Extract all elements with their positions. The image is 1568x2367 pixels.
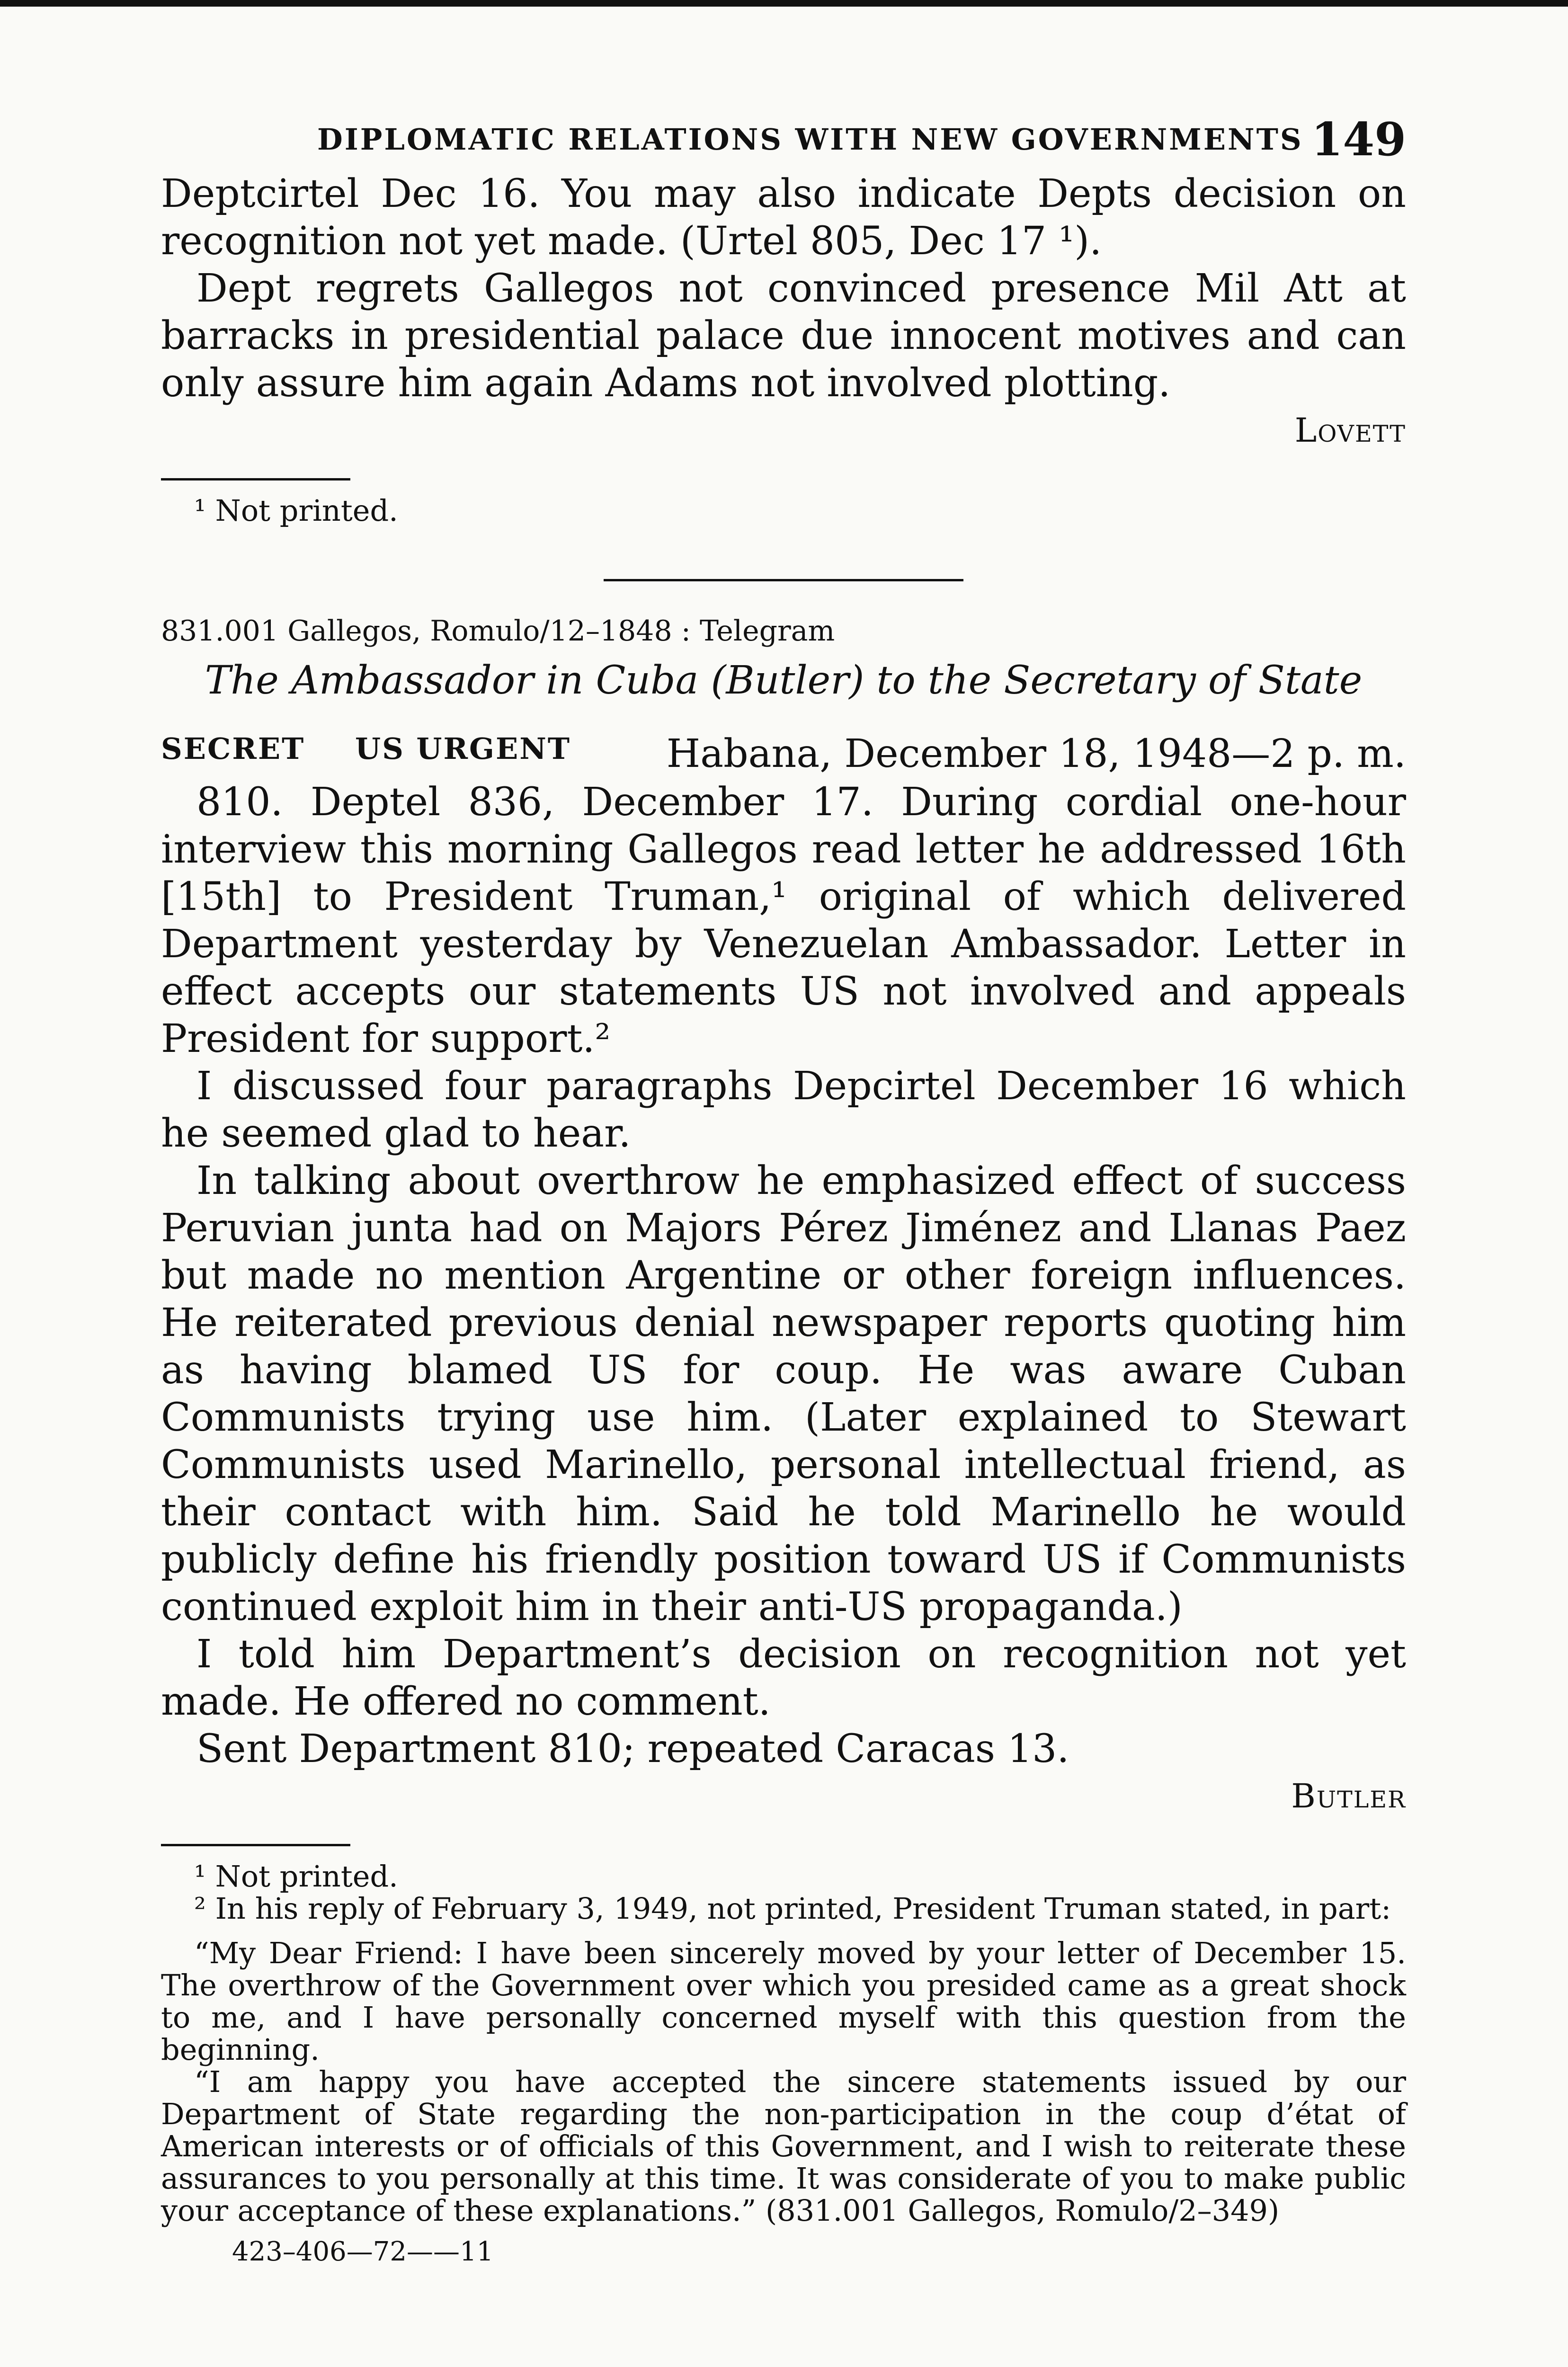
telegram-paragraph: I told him Department’s decision on recognition not yet made. He offered no comment. <box>161 1632 1406 1724</box>
file-reference: 831.001 Gallegos, Romulo/12–1848 : Telegram <box>161 614 835 648</box>
paragraph-continued: Deptcirtel Dec 16. You may also indicate Depts decision on recognition not yet made. (Urtel 805, Dec 17 ¹). <box>161 171 1406 264</box>
telegram-header <box>161 731 1406 779</box>
telegram-paragraph: I discussed four paragraphs Depcirtel December 16 which he seemed glad to hear. <box>161 1064 1406 1156</box>
telegram-paragraph: In talking about overthrow he emphasized effect of success Peruvian junta had on Majors Pérez Jiménez and Llanas Paez but made no mention Argentine or other foreign influences. He reiterated previous denial newspaper reports quoting him as having blamed US for coup. He was aware Cuban Communists trying use him. (Later explained to Stewart Communists used Marinello, personal intellectual friend, as their contact with him. Said he told Marinello he would publicly define his friendly position toward US if Communists continued exploit him in their anti-US propaganda.) <box>161 1158 1406 1629</box>
footnote-1: ¹ Not printed. <box>194 1859 398 1894</box>
paragraph: Dept regrets Gallegos not convinced presence Mil Att at barracks in presidential palace due innocent motives and can only assure him again Adams not involved plotting. <box>161 266 1406 406</box>
document-title: The Ambassador in Cuba (Butler) to the Secretary of State <box>205 658 1363 703</box>
footnote-2: ² In his reply of February 3, 1949, not printed, President Truman stated, in part: <box>194 1891 1391 1926</box>
page <box>161 99 1406 2267</box>
running-head <box>161 99 1406 170</box>
footnote-rule <box>161 478 350 481</box>
signature-butler: Butler <box>1291 1777 1406 1815</box>
top-edge-rule <box>0 0 1568 7</box>
telegram-paragraph: 810. Deptel 836, December 17. During cordial one-hour interview this morning Gallegos read letter he addressed 16th [15th] to President Truman,¹ original of which delivered Department yesterday by Venezuelan Ambassador. Letter in effect accepts our statements US not involved and appeals President for support.² <box>161 780 1406 1061</box>
priority: US URGENT <box>355 731 571 766</box>
section-separator <box>604 579 963 581</box>
page-number: 149 <box>1311 113 1406 166</box>
running-head-title: DIPLOMATIC RELATIONS WITH NEW GOVERNMENTS <box>317 122 1303 157</box>
telegram-paragraph: Sent Department 810; repeated Caracas 13. <box>196 1726 1069 1771</box>
footnote-quote: “My Dear Friend: I have been sincerely moved by your letter of December 15. The overthrow of the Government over which you presided came as a great shock to me, and I have personally concerned myself with this question from the beginning. <box>161 1936 1406 2067</box>
footnote-quote: “I am happy you have accepted the sincere statements issued by our Department of State regarding the non-participation in the coup d’état of American interests or of officials of this Government, and I wish to reiterate these assurances to you personally at this time. It was considerate of you to make public your acceptance of these explanations.” (831.001 Gallegos, Romulo/2–349) <box>161 2064 1406 2228</box>
footnote-1: ¹ Not printed. <box>194 493 398 528</box>
signature-lovett: Lovett <box>1294 411 1406 450</box>
classification: SECRET <box>161 731 305 766</box>
footnote-rule <box>161 1844 350 1846</box>
print-code: 423–406—72——11 <box>232 2236 494 2267</box>
place-date: Habana, December 18, 1948—2 p. m. <box>666 731 1406 776</box>
